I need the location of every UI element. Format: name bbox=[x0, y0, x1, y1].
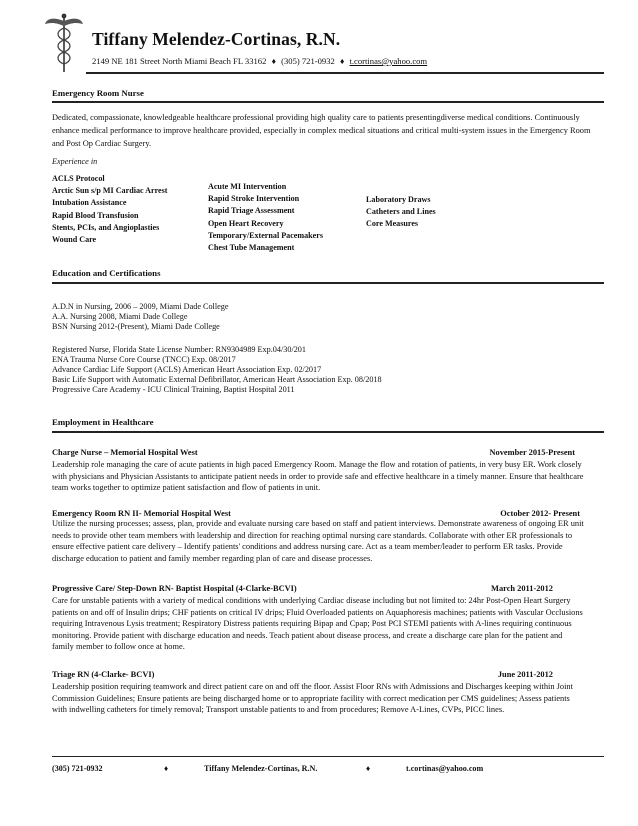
footer-name: Tiffany Melendez-Cortinas, R.N. bbox=[204, 764, 318, 773]
footer-rule bbox=[52, 756, 604, 757]
job-title: Progressive Care/ Step-Down RN- Baptist Hospital (4-Clarke-BCVI) bbox=[52, 584, 297, 593]
cert-item: Progressive Care Academy - ICU Clinical Training, Baptist Hospital 2011 bbox=[52, 385, 295, 394]
cert-item: Basic Life Support with Automatic External Defibrillator, American Heart Association Exp. 08/2018 bbox=[52, 375, 382, 384]
certifications-list bbox=[52, 345, 382, 395]
objective-title: Emergency Room Nurse bbox=[52, 88, 144, 98]
email-link[interactable]: t.cortinas@yahoo.com bbox=[349, 56, 428, 66]
job-dates: June 2011-2012 bbox=[497, 670, 553, 679]
address: 2149 NE 181 Street North Miami Beach FL 33162 bbox=[92, 56, 267, 66]
skill-item: Rapid Triage Assessment bbox=[208, 206, 295, 216]
caduceus-logo bbox=[44, 12, 84, 74]
degree-item: A.D.N in Nursing, 2006 – 2009, Miami Dade College bbox=[52, 302, 229, 311]
cert-item: Registered Nurse, Florida State License Number: RN9304989 Exp.04/30/201 bbox=[52, 345, 306, 354]
job-title: Triage RN (4-Clarke- BCVI) bbox=[52, 670, 155, 679]
job-description: Leadership position requiring teamwork and direct patient care on and off the floor. Assist Floor RNs with Admissions and Discharges keeping within Joint Commission Guidelines; Ensure patients are being discharged home or to appropriate facility with correct medication per CMS guidelines; Assess patients with indwelling catheters for timely removal; Transport unstable patients to and from procedures; Remove A-Lines, CVPs, PICC lines. bbox=[52, 682, 573, 715]
cert-item: Advance Cardiac Life Support (ACLS) American Heart Association Exp. 02/2017 bbox=[52, 365, 322, 374]
skill-item: Core Measures bbox=[366, 219, 419, 229]
skill-item: Catheters and Lines bbox=[366, 207, 436, 217]
header-rule bbox=[86, 72, 604, 74]
phone: (305) 721-0932 bbox=[281, 56, 335, 66]
skill-item: Temporary/External Pacemakers bbox=[208, 230, 324, 240]
candidate-name: Tiffany Melendez-Cortinas, R.N. bbox=[92, 29, 341, 49]
job-description: Utilize the nursing processes; assess, plan, provide and evaluate nursing care based on staff and patient interviews. Demonstrate awareness of ongoing ER unit needs to provide other team members with leadership and direction for reaching optimal nursing care standards. Collaborate with other ER professionals to ensure effective patient care delivery – Identify patients' conditions and address nursing care. Act as a team member/leader to perform ER tasks. Provide discharge education to patient and family member regarding plan of care and disease processes. bbox=[52, 518, 586, 564]
job-title: Emergency Room RN II- Memorial Hospital West bbox=[52, 509, 231, 518]
skill-item: Laboratory Draws bbox=[366, 195, 431, 204]
section-rule bbox=[52, 282, 604, 284]
section-rule bbox=[52, 101, 604, 103]
skill-item: Acute MI Intervention bbox=[208, 182, 287, 191]
skills-column-3 bbox=[366, 194, 436, 231]
section-rule bbox=[52, 431, 604, 433]
degree-item: BSN Nursing 2012-(Present), Miami Dade College bbox=[52, 322, 220, 331]
skill-item: Open Heart Recovery bbox=[208, 218, 284, 228]
skill-item: ACLS Protocol bbox=[52, 174, 105, 183]
job-description: Leadership role managing the care of acute patients in high paced Emergency Room. Manage the flow and rotation of patients, in very busy ER. Work closely with physicians and Physician Assistants to anticipate patient needs in order to provide safe and effective healthcare in a timely manner. Ensure that healthcare team works together to optimize patient satisfaction and flow of patients in unit. bbox=[52, 460, 584, 493]
skills-column-1 bbox=[52, 173, 167, 246]
degrees-list bbox=[52, 302, 228, 332]
skill-item: Stents, PCIs, and Angioplasties bbox=[52, 222, 160, 232]
degree-item: A.A. Nursing 2008, Miami Dade College bbox=[52, 312, 188, 321]
summary-paragraph: Dedicated, compassionate, knowledgeable healthcare professional providing high quality care to patients presentingdiverse medical conditions. Continuously enhance medical performance to improve healthcare provided, especially in complex medical situations and critical multi-system issues in the Emergency Room and Post Op Cardiac Surgery. bbox=[52, 113, 591, 148]
footer-email[interactable]: t.cortinas@yahoo.com bbox=[406, 764, 484, 773]
job-dates: November 2015-Present bbox=[489, 448, 575, 457]
job-description: Care for unstable patients with a variety of medical conditions with underlying Cardiac disease including but not limited to: 24hr Post-Open Heart Surgery patients on and off of Insulin drips; CHF patients on critical IV drips; Fluid Overloaded patients on Aquaphoresis machines; patients with Vascular Occlusions requiring Intravenous Lysis treatment; Respiratory Distress patients requiring Bipap and Cpap; Post PCI STEMI patients with A-lines requiring continuous monitoring. Provide patient with discharge education and needs. Teach patient about disease process, and create a discharge care plan for the patient and family member to follow once at home. bbox=[52, 596, 583, 652]
experience-label: Experience in bbox=[52, 157, 98, 166]
bullet: ♦ bbox=[271, 56, 276, 66]
skill-item: Rapid Stroke Intervention bbox=[208, 194, 300, 204]
skill-item: Arctic Sun s/p MI Cardiac Arrest bbox=[52, 186, 168, 196]
skill-item: Intubation Assistance bbox=[52, 198, 127, 208]
job-dates: October 2012- Present bbox=[500, 509, 580, 518]
skill-item: Rapid Blood Transfusion bbox=[52, 210, 139, 220]
skill-item: Wound Care bbox=[52, 235, 97, 245]
job-dates: March 2011-2012 bbox=[491, 584, 553, 593]
footer-bullet: ♦ bbox=[366, 764, 371, 773]
footer-phone: (305) 721-0932 bbox=[52, 764, 103, 773]
bullet: ♦ bbox=[339, 56, 345, 66]
contact-line bbox=[92, 56, 427, 66]
footer-bullet: ♦ bbox=[164, 764, 169, 773]
education-heading: Education and Certifications bbox=[52, 268, 161, 278]
skill-item: Chest Tube Management bbox=[208, 243, 295, 253]
cert-item: ENA Trauma Nurse Core Course (TNCC) Exp. 08/2017 bbox=[52, 355, 236, 364]
employment-heading: Employment in Healthcare bbox=[52, 417, 154, 427]
skills-column-2 bbox=[208, 181, 323, 254]
job-title: Charge Nurse – Memorial Hospital West bbox=[52, 448, 198, 457]
